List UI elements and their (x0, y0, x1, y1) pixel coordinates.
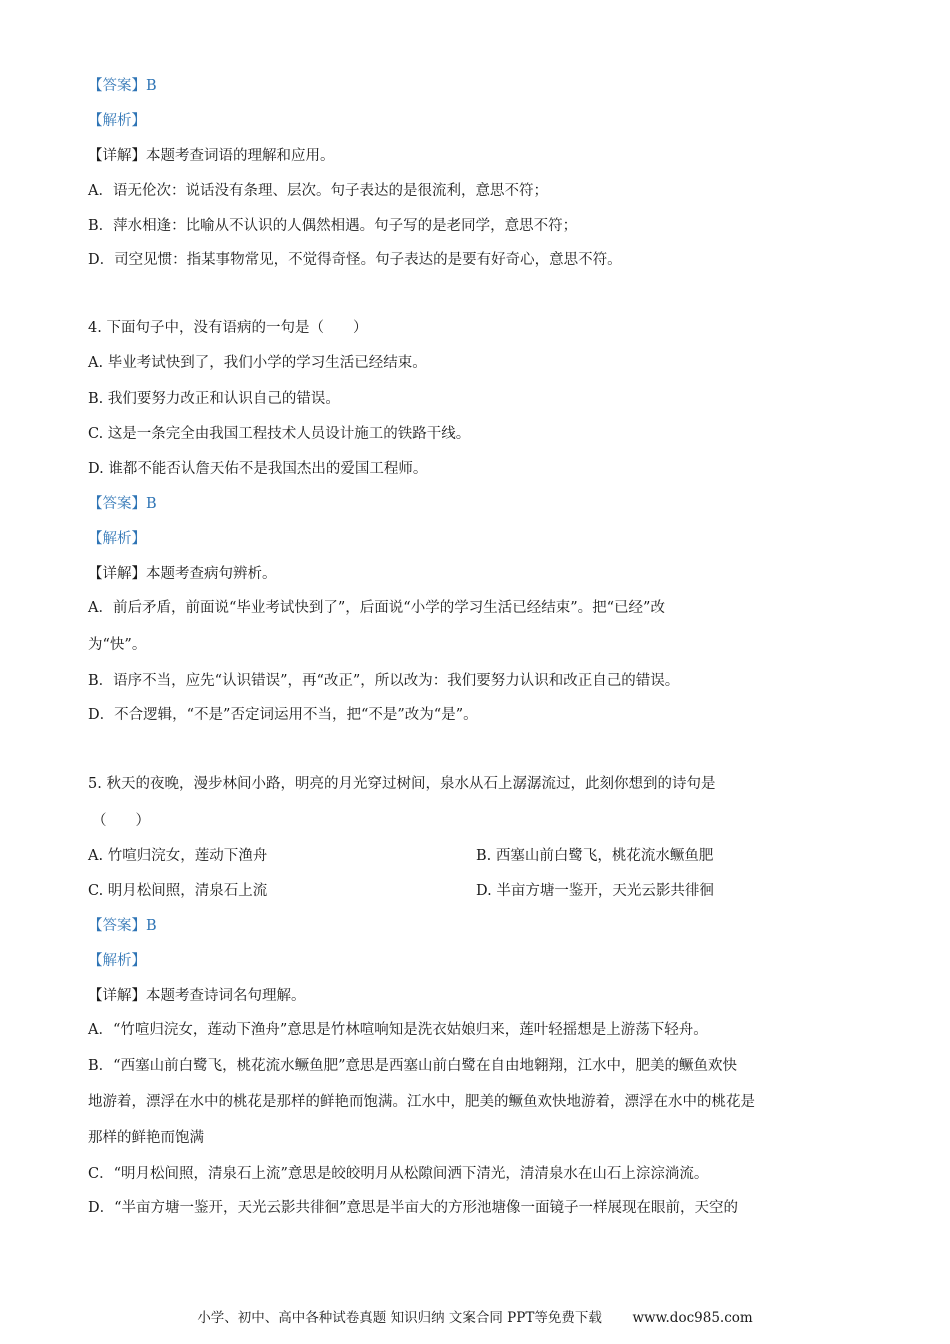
q5-explanation-c: C．“明月松间照，清泉石上流”意思是皎皎明月从松隙间洒下清光，清清泉水在山石上淙淙淌流。 (88, 1166, 709, 1182)
q5-detail: 【详解】本题考查诗词名句理解。 (88, 988, 306, 1004)
q5-answer: 【答案】B (88, 918, 157, 934)
q4-option-a: A. 毕业考试快到了，我们小学的学习生活已经结束。 (88, 355, 427, 371)
q4-explanation-d: D．不合逻辑，“不是”否定词运用不当，把“不是”改为“是”。 (88, 707, 478, 723)
page-footer (0, 1306, 950, 1326)
q5-explanation-d: D．“半亩方塘一鉴开，天光云影共徘徊”意思是半亩大的方形池塘像一面镜子一样展现在眼前，天空的 (88, 1200, 738, 1216)
q3-detail: 【详解】本题考查词语的理解和应用。 (88, 148, 335, 164)
q5-explanation-b-cont2: 那样的鲜艳而饱满 (88, 1130, 204, 1146)
q4-explanation-b: B．语序不当，应先“认识错误”，再“改正”，所以改为：我们要努力认识和改正自己的错误。 (88, 673, 680, 689)
q5-option-c: C. 明月松间照，清泉石上流 (88, 883, 268, 899)
q3-explanation-b: B．萍水相逢：比喻从不认识的人偶然相遇。句子写的是老同学，意思不符； (88, 218, 578, 234)
q3-explanation-a: A．语无伦次：说话没有条理、层次。句子表达的是很流利，意思不符； (88, 183, 548, 199)
q4-option-d: D. 谁都不能否认詹天佑不是我国杰出的爱国工程师。 (88, 461, 428, 477)
q5-analysis-label: 【解析】 (88, 953, 146, 969)
q3-analysis-label: 【解析】 (88, 113, 146, 129)
q5-explanation-b: B．“西塞山前白鹭飞，桃花流水鳜鱼肥”意思是西塞山前白鹭在自由地翱翔，江水中，肥美的鳜鱼欢快 (88, 1058, 737, 1074)
q4-analysis-label: 【解析】 (88, 531, 146, 547)
q5-option-d: D. 半亩方塘一鉴开，天光云影共徘徊 (476, 883, 714, 899)
q4-option-c: C. 这是一条完全由我国工程技术人员设计施工的铁路干线。 (88, 426, 471, 442)
q4-detail: 【详解】本题考查病句辨析。 (88, 566, 277, 582)
q5-question-paren: （ ） (92, 813, 150, 829)
q5-explanation-a: A．“竹喧归浣女，莲动下渔舟”意思是竹林喧响知是洗衣姑娘归来，莲叶轻摇想是上游荡下轻舟。 (88, 1022, 708, 1038)
q4-question: 4. 下面句子中，没有语病的一句是（ ） (88, 320, 368, 336)
footer-url-link[interactable]: www.doc985.com (632, 1310, 753, 1326)
q3-answer: 【答案】B (88, 78, 157, 94)
q3-explanation-d: D．司空见惯：指某事物常见，不觉得奇怪。句子表达的是要有好奇心，意思不符。 (88, 252, 622, 268)
q5-question: 5. 秋天的夜晚，漫步林间小路，明亮的月光穿过树间，泉水从石上潺潺流过，此刻你想到的诗句是 (88, 776, 716, 792)
q5-explanation-b-cont1: 地游着，漂浮在水中的桃花是那样的鲜艳而饱满。江水中，肥美的鳜鱼欢快地游着，漂浮在水中的桃花是 (88, 1094, 755, 1110)
q5-option-b: B. 西塞山前白鹭飞，桃花流水鳜鱼肥 (476, 848, 714, 864)
q4-explanation-a: A．前后矛盾，前面说“毕业考试快到了”，后面说“小学的学习生活已经结束”。把“已经”改 (88, 600, 665, 616)
q4-answer: 【答案】B (88, 496, 157, 512)
footer-text: 小学、初中、高中各种试卷真题 知识归纳 文案合同 PPT等免费下载 (197, 1310, 602, 1326)
q4-explanation-a-cont: 为“快”。 (88, 637, 147, 653)
q5-option-a: A. 竹喧归浣女，莲动下渔舟 (88, 848, 268, 864)
q4-option-b: B. 我们要努力改正和认识自己的错误。 (88, 391, 340, 407)
